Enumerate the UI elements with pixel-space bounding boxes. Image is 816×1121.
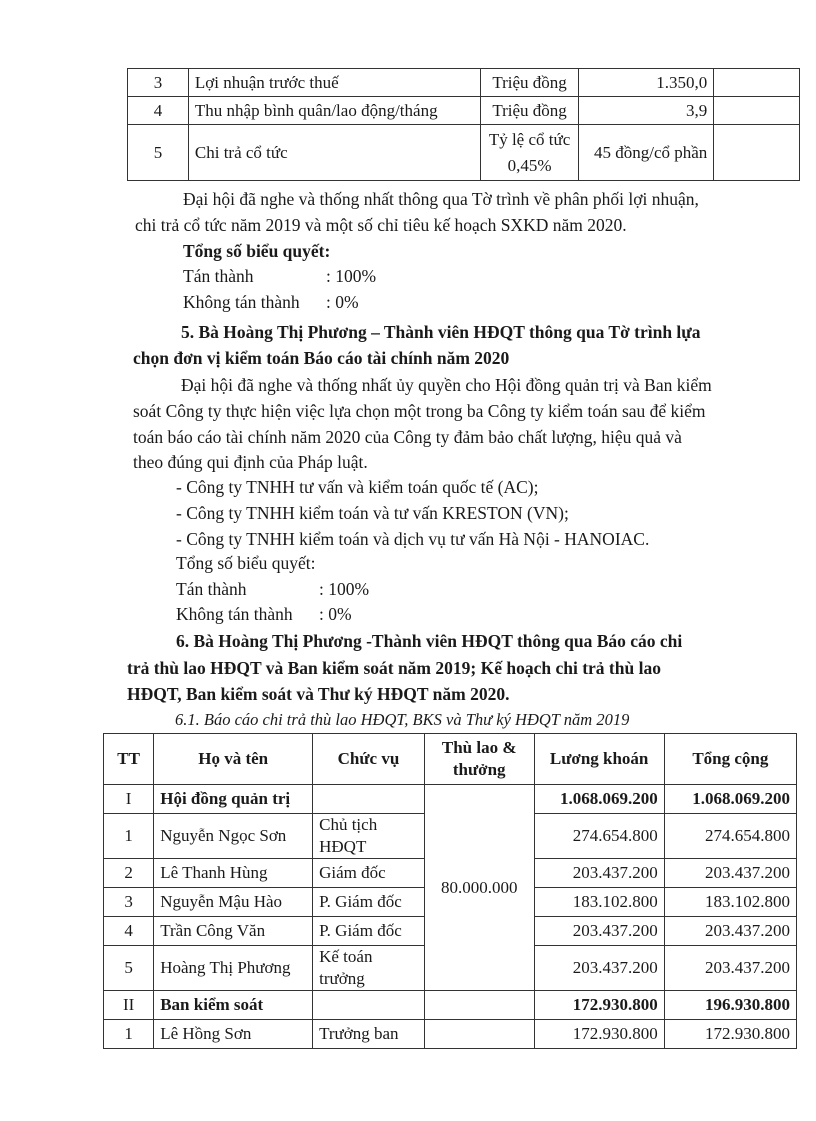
paragraph-line: soát Công ty thực hiện việc lựa chọn một trong ba Công ty kiểm toán sau để kiểm [133,401,706,421]
row-tt: 3 [104,888,154,917]
row-role: Giám đốc [313,859,425,888]
table-row [104,785,797,814]
empty-cell [714,125,800,181]
indicator-value: 1.350,0 [579,69,714,97]
row-total: 196.930.800 [664,991,796,1020]
row-role: Chủ tịch HĐQT [313,814,425,859]
paragraph-line: Đại hội đã nghe và thống nhất thông qua Tờ trình về phân phối lợi nhuận, [183,189,699,209]
row-salary: 203.437.200 [534,946,664,991]
list-item: - Công ty TNHH kiểm toán và dịch vụ tư vấn Hà Nội - HANOIAC. [176,529,650,549]
table-row [128,69,800,97]
row-role [313,785,425,814]
row-role: Kế toán trưởng [313,946,425,991]
paragraph-line: chi trả cổ tức năm 2019 và một số chỉ tiêu kế hoạch SXKD năm 2020. [135,215,627,235]
section-heading: 6. Bà Hoàng Thị Phương -Thành viên HĐQT thông qua Báo cáo chi [176,631,683,651]
header-tt: TT [104,734,154,785]
row-name: Ban kiểm soát [154,991,313,1020]
indicator-name: Lợi nhuận trước thuế [188,69,480,97]
empty-cell [714,69,800,97]
row-salary: 183.102.800 [534,888,664,917]
row-salary: 172.930.800 [534,1020,664,1049]
row-role: P. Giám đốc [313,888,425,917]
paragraph-line: theo đúng qui định của Pháp luật. [133,452,368,472]
profit-plan-table [127,68,800,181]
indicator-name: Thu nhập bình quân/lao động/tháng [188,97,480,125]
merged-bonus: 80.000.000 [424,785,534,991]
table-row [104,1020,797,1049]
row-total: 274.654.800 [664,814,796,859]
row-role [313,991,425,1020]
row-salary: 1.068.069.200 [534,785,664,814]
table-row [128,125,800,181]
row-bonus [424,1020,534,1049]
row-name: Nguyễn Ngọc Sơn [154,814,313,859]
section-heading: chọn đơn vị kiểm toán Báo cáo tài chính năm 2020 [133,348,510,368]
remuneration-table [103,733,797,1049]
row-name: Hội đồng quản trị [154,785,313,814]
row-tt: II [104,991,154,1020]
list-item: - Công ty TNHH tư vấn và kiểm toán quốc tế (AC); [176,477,539,497]
table-row [104,991,797,1020]
vote-title: Tổng số biểu quyết: [176,553,316,573]
row-name: Lê Hồng Sơn [154,1020,313,1049]
section-heading: 5. Bà Hoàng Thị Phương – Thành viên HĐQT thông qua Tờ trình lựa [181,322,701,342]
row-name: Hoàng Thị Phương [154,946,313,991]
row-total: 203.437.200 [664,946,796,991]
row-tt: 4 [104,917,154,946]
empty-cell [714,97,800,125]
header-salary: Lương khoán [534,734,664,785]
row-tt: 1 [104,1020,154,1049]
row-role: Trưởng ban [313,1020,425,1049]
row-total: 203.437.200 [664,859,796,888]
row-salary: 274.654.800 [534,814,664,859]
header-bonus: Thù lao & thưởng [424,734,534,785]
row-number: 3 [128,69,189,97]
row-name: Lê Thanh Hùng [154,859,313,888]
vote-yes-value: : 100% [319,579,370,599]
row-total: 172.930.800 [664,1020,796,1049]
paragraph-line: toán báo cáo tài chính năm 2020 của Công ty đảm bảo chất lượng, hiệu quả và [133,427,682,447]
vote-no-value: : 0% [319,604,352,624]
row-salary: 203.437.200 [534,859,664,888]
indicator-value: 3,9 [579,97,714,125]
row-total: 1.068.069.200 [664,785,796,814]
row-tt: 2 [104,859,154,888]
table-header-row [104,734,797,785]
vote-yes-value: : 100% [326,266,377,286]
row-salary: 203.437.200 [534,917,664,946]
header-role: Chức vụ [313,734,425,785]
table-row [128,97,800,125]
indicator-unit: Triệu đồng [481,69,579,97]
section-heading: trả thù lao HĐQT và Ban kiểm soát năm 2019; Kế hoạch chi trả thù lao [127,658,661,678]
row-total: 203.437.200 [664,917,796,946]
header-name: Họ và tên [154,734,313,785]
vote-no-value: : 0% [326,292,359,312]
row-name: Trần Công Văn [154,917,313,946]
row-total: 183.102.800 [664,888,796,917]
paragraph-line: Đại hội đã nghe và thống nhất ủy quyền cho Hội đồng quản trị và Ban kiểm [181,375,712,395]
row-name: Nguyễn Mậu Hào [154,888,313,917]
vote-no-label: Không tán thành [183,292,300,312]
vote-yes-label: Tán thành [176,579,247,599]
vote-title: Tổng số biểu quyết: [183,241,331,261]
row-role: P. Giám đốc [313,917,425,946]
vote-yes-label: Tán thành [183,266,254,286]
row-tt: 1 [104,814,154,859]
table-caption: 6.1. Báo cáo chi trả thù lao HĐQT, BKS và Thư ký HĐQT năm 2019 [175,710,630,729]
section-heading: HĐQT, Ban kiểm soát và Thư ký HĐQT năm 2020. [127,684,510,704]
indicator-value: 45 đồng/cổ phần [579,125,714,181]
row-tt: 5 [104,946,154,991]
row-salary: 172.930.800 [534,991,664,1020]
vote-no-label: Không tán thành [176,604,293,624]
indicator-unit: Tỷ lệ cổ tức 0,45% [481,125,579,181]
indicator-name: Chi trả cổ tức [188,125,480,181]
header-total: Tổng cộng [664,734,796,785]
list-item: - Công ty TNHH kiểm toán và tư vấn KRESTON (VN); [176,503,569,523]
row-tt: I [104,785,154,814]
indicator-unit: Triệu đồng [481,97,579,125]
row-number: 5 [128,125,189,181]
row-bonus [424,991,534,1020]
row-number: 4 [128,97,189,125]
